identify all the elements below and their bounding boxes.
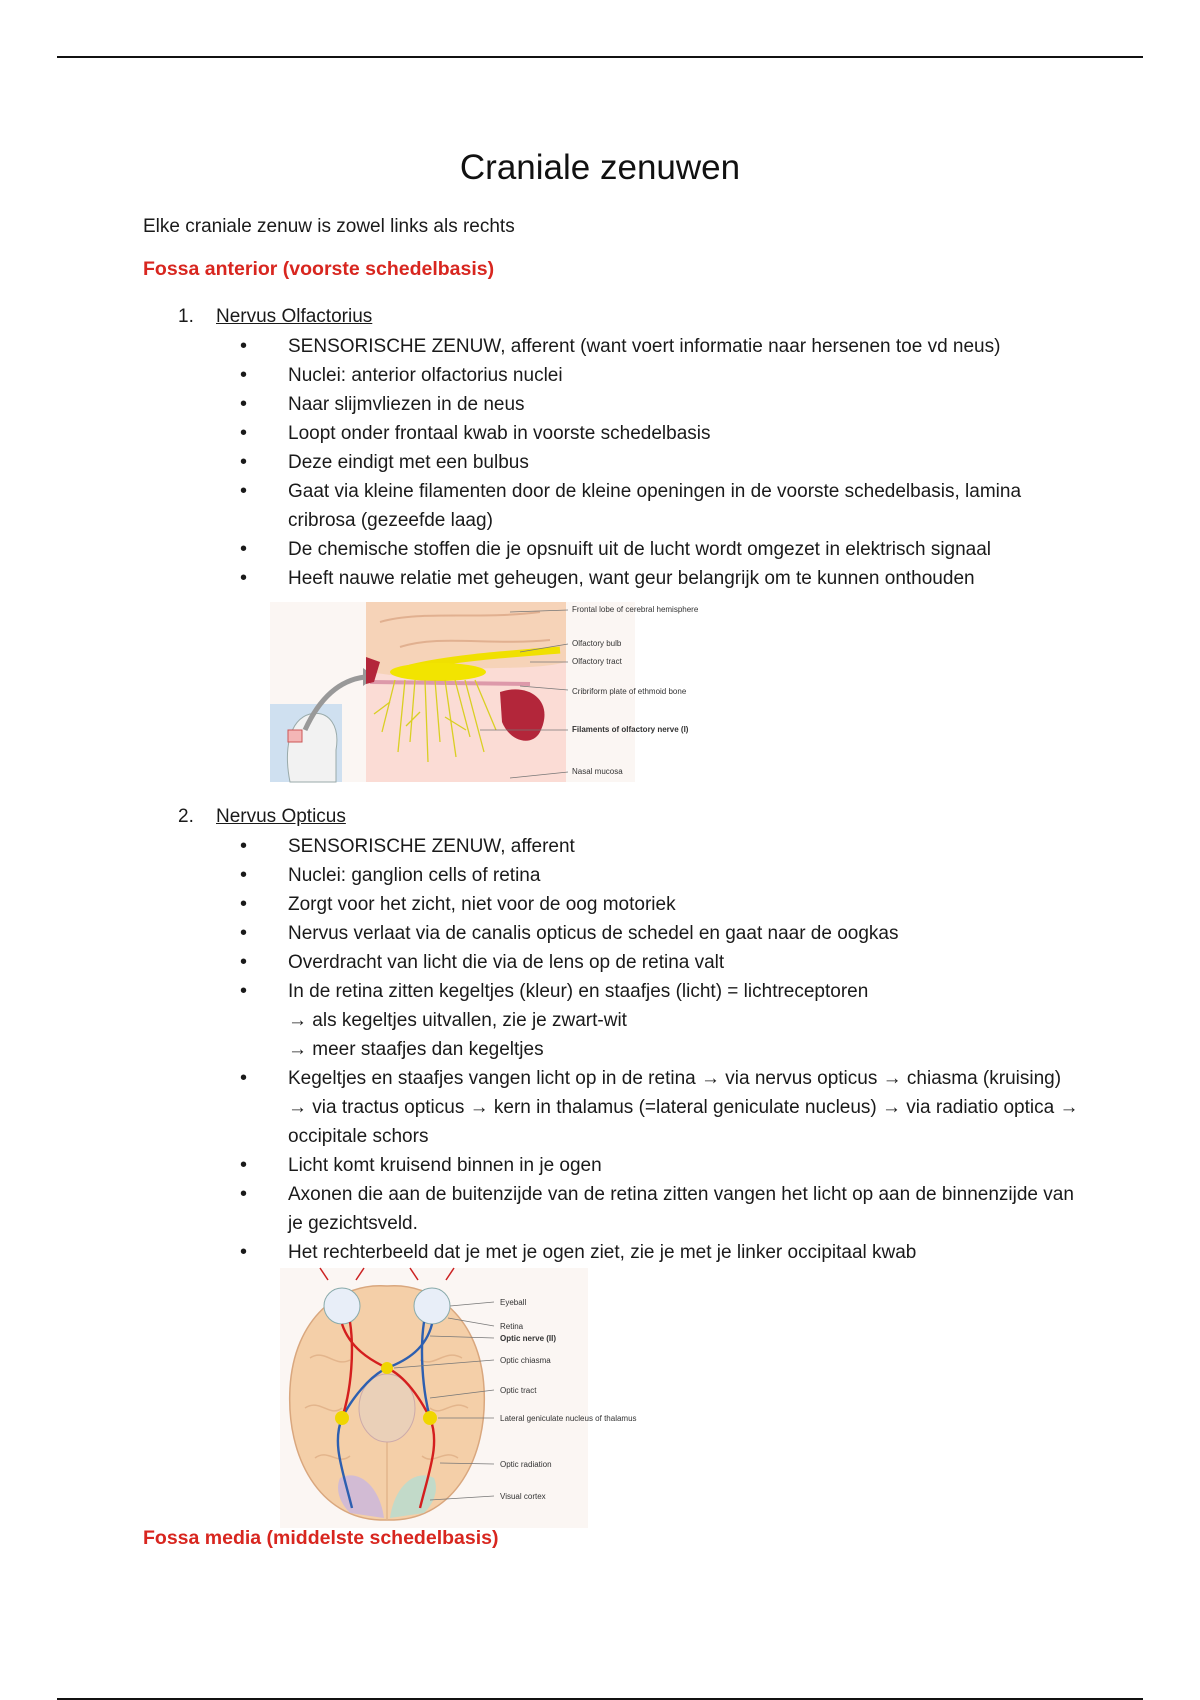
page-title: Craniale zenuwen (459, 148, 741, 187)
figure-label: Cribriform plate of ethmoid bone (572, 687, 687, 696)
list-item-with-sublines (240, 977, 1080, 1064)
sub-line: → meer staafjes dan kegeltjes (288, 1039, 544, 1060)
olfactory-figure-labels (570, 602, 699, 782)
figure-label: Frontal lobe of cerebral hemisphere (572, 605, 699, 614)
nerve-name: Nervus Olfactorius (216, 306, 373, 327)
list-item: • Kegeltjes en staafjes vangen licht op in de retina → via nervus opticus → chiasma (kruising) → via tractus opticus → kern in thalamus (=lateral geniculate nucleus) → via radiatio optica → occipitale schors (240, 1064, 1080, 1151)
figure-label: Nasal mucosa (572, 767, 623, 776)
list-item: • Zorgt voor het zicht, niet voor de oog motoriek (240, 890, 1080, 919)
nerve-heading-olfactorius (178, 302, 372, 331)
list-item: • Heeft nauwe relatie met geheugen, want geur belangrijk om te kunnen onthouden (240, 564, 1080, 593)
figure-label: Olfactory tract (572, 657, 622, 666)
list-item: • SENSORISCHE ZENUW, afferent (240, 832, 1080, 861)
nerve-heading-opticus (178, 802, 346, 831)
list-item: • Overdracht van licht die via de lens op de retina valt (240, 948, 1080, 977)
list-item: • Axonen die aan de buitenzijde van de retina zitten vangen het licht op aan de binnenzijde van je gezichtsveld. (240, 1180, 1080, 1238)
sub-line: → als kegeltjes uitvallen, zie je zwart-wit (288, 1010, 627, 1031)
list-item: • Naar slijmvliezen in de neus (240, 390, 1080, 419)
nerve-number: 2. (178, 806, 194, 827)
figure-label: Optic radiation (500, 1460, 552, 1469)
figure-label: Olfactory bulb (572, 639, 622, 648)
list-item: • SENSORISCHE ZENUW, afferent (want voert informatie naar hersenen toe vd neus) (240, 332, 1080, 361)
figure-label: Visual cortex (500, 1492, 546, 1501)
list-item: • Gaat via kleine filamenten door de kleine openingen in de voorste schedelbasis, lamina cribrosa (gezeefde laag) (240, 477, 1080, 535)
list-item: • Nuclei: anterior olfactorius nuclei (240, 361, 1080, 390)
olfactorius-bullet-list (240, 332, 1080, 593)
list-item: • Licht komt kruisend binnen in je ogen (240, 1151, 1080, 1180)
list-item: • Deze eindigt met een bulbus (240, 448, 1080, 477)
intro-text: Elke craniale zenuw is zowel links als rechts (143, 216, 515, 237)
nerve-number: 1. (178, 306, 194, 327)
list-item-text: In de retina zitten kegeltjes (kleur) en staafjes (licht) = lichtreceptoren (288, 981, 869, 1002)
figure-label: Filaments of olfactory nerve (I) (572, 725, 689, 734)
nerve-name: Nervus Opticus (216, 806, 346, 827)
figure-label: Optic chiasma (500, 1356, 551, 1365)
opticus-bullet-list (240, 832, 1080, 1267)
list-item: • Loopt onder frontaal kwab in voorste schedelbasis (240, 419, 1080, 448)
list-item: • De chemische stoffen die je opsnuift uit de lucht wordt omgezet in elektrisch signaal (240, 535, 1080, 564)
section-heading-fossa-media: Fossa media (middelste schedelbasis) (143, 1527, 499, 1549)
figure-label: Optic nerve (II) (500, 1334, 557, 1343)
section-heading-fossa-anterior: Fossa anterior (voorste schedelbasis) (143, 258, 495, 280)
figure-label: Lateral geniculate nucleus of thalamus (500, 1414, 637, 1423)
figure-label: Retina (500, 1322, 524, 1331)
header-rule (57, 56, 1143, 58)
figure-label: Eyeball (500, 1298, 527, 1307)
optic-pathway-figure (280, 1268, 637, 1528)
figure-label: Optic tract (500, 1386, 537, 1395)
list-item: • Het rechterbeeld dat je met je ogen ziet, zie je met je linker occipitaal kwab (240, 1238, 1080, 1267)
list-item: • Nervus verlaat via de canalis opticus de schedel en gaat naar de oogkas (240, 919, 1080, 948)
optic-figure-labels (498, 1268, 637, 1528)
optic-pathway-illustration (280, 1268, 495, 1528)
olfactory-nerve-figure (270, 602, 699, 782)
list-item: • Nuclei: ganglion cells of retina (240, 861, 1080, 890)
